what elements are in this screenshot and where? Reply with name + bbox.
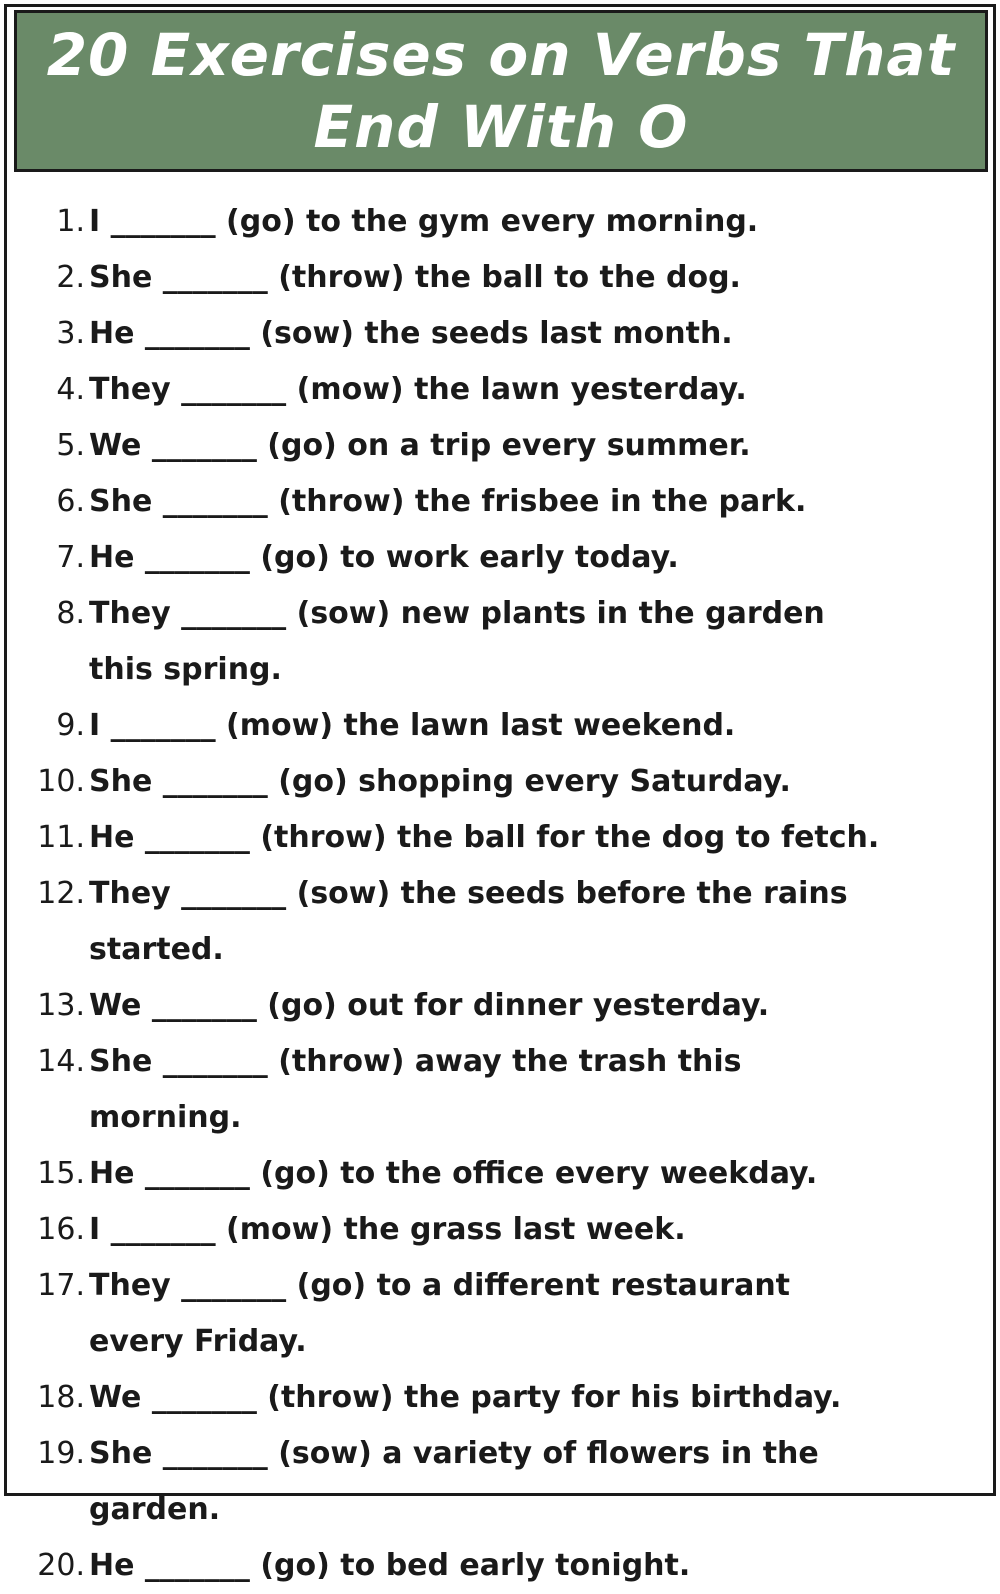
- exercise-sentence: We _______ (go) out for dinner yesterday.: [89, 988, 770, 1023]
- exercise-number: 17.: [37, 1268, 85, 1303]
- exercise-item: [0, 474, 1000, 530]
- exercise-sentence: I _______ (mow) the lawn last weekend.: [89, 708, 736, 743]
- exercise-item: [0, 250, 1000, 306]
- title-banner: [14, 10, 988, 172]
- exercise-sentence: He _______ (go) to work early today.: [89, 540, 679, 575]
- exercise-sentence: They _______ (mow) the lawn yesterday.: [89, 372, 747, 407]
- exercise-number: 12.: [37, 876, 85, 911]
- exercise-number: 20.: [37, 1548, 85, 1583]
- exercise-item: [0, 1370, 1000, 1426]
- exercise-number: 6.: [56, 484, 85, 519]
- exercise-item: [0, 698, 1000, 754]
- exercise-item: [0, 362, 1000, 418]
- exercise-sentence: She _______ (go) shopping every Saturday.: [89, 764, 791, 799]
- exercise-number: 4.: [56, 372, 85, 407]
- exercise-item: [0, 586, 1000, 698]
- exercise-list: [0, 194, 1000, 1594]
- exercise-sentence: We _______ (throw) the party for his birthday.: [89, 1380, 842, 1415]
- exercise-sentence: They _______ (go) to a different restaurant every Friday.: [89, 1268, 791, 1359]
- exercise-item: [0, 1258, 1000, 1370]
- exercise-number: 13.: [37, 988, 85, 1023]
- exercise-sentence: He _______ (go) to bed early tonight.: [89, 1548, 691, 1583]
- exercise-number: 16.: [37, 1212, 85, 1247]
- exercise-item: [0, 866, 1000, 978]
- exercise-sentence: They _______ (sow) new plants in the garden this spring.: [89, 596, 825, 687]
- exercise-number: 19.: [37, 1436, 85, 1471]
- exercise-item: [0, 978, 1000, 1034]
- exercise-number: 7.: [56, 540, 85, 575]
- exercise-number: 14.: [37, 1044, 85, 1079]
- exercise-number: 3.: [56, 316, 85, 351]
- exercise-item: [0, 306, 1000, 362]
- exercise-number: 1.: [56, 204, 85, 239]
- exercise-number: 8.: [56, 596, 85, 631]
- exercise-number: 11.: [37, 820, 85, 855]
- exercise-sentence: He _______ (throw) the ball for the dog to fetch.: [89, 820, 880, 855]
- exercise-sentence: He _______ (sow) the seeds last month.: [89, 316, 733, 351]
- exercise-sentence: She _______ (throw) the frisbee in the park.: [89, 484, 807, 519]
- exercise-item: [0, 1202, 1000, 1258]
- exercise-number: 5.: [56, 428, 85, 463]
- exercise-sentence: We _______ (go) on a trip every summer.: [89, 428, 751, 463]
- exercise-sentence: She _______ (sow) a variety of flowers in the garden.: [89, 1436, 819, 1527]
- exercise-sentence: She _______ (throw) away the trash this morning.: [89, 1044, 742, 1135]
- exercise-item: [0, 1426, 1000, 1538]
- exercise-item: [0, 530, 1000, 586]
- page-title: 20 Exercises on Verbs That End With O: [46, 21, 956, 161]
- exercise-sentence: They _______ (sow) the seeds before the rains started.: [89, 876, 848, 967]
- exercise-item: [0, 1538, 1000, 1594]
- exercise-sentence: I _______ (mow) the grass last week.: [89, 1212, 686, 1247]
- exercise-sentence: She _______ (throw) the ball to the dog.: [89, 260, 741, 295]
- exercise-item: [0, 1034, 1000, 1146]
- exercise-sentence: I _______ (go) to the gym every morning.: [89, 204, 759, 239]
- exercise-item: [0, 754, 1000, 810]
- exercise-item: [0, 1146, 1000, 1202]
- exercise-item: [0, 810, 1000, 866]
- exercise-number: 2.: [56, 260, 85, 295]
- exercise-item: [0, 194, 1000, 250]
- exercise-sentence: He _______ (go) to the office every weekday.: [89, 1156, 818, 1191]
- exercise-number: 18.: [37, 1380, 85, 1415]
- exercise-number: 15.: [37, 1156, 85, 1191]
- exercise-item: [0, 418, 1000, 474]
- exercise-number: 9.: [56, 708, 85, 743]
- exercise-number: 10.: [37, 764, 85, 799]
